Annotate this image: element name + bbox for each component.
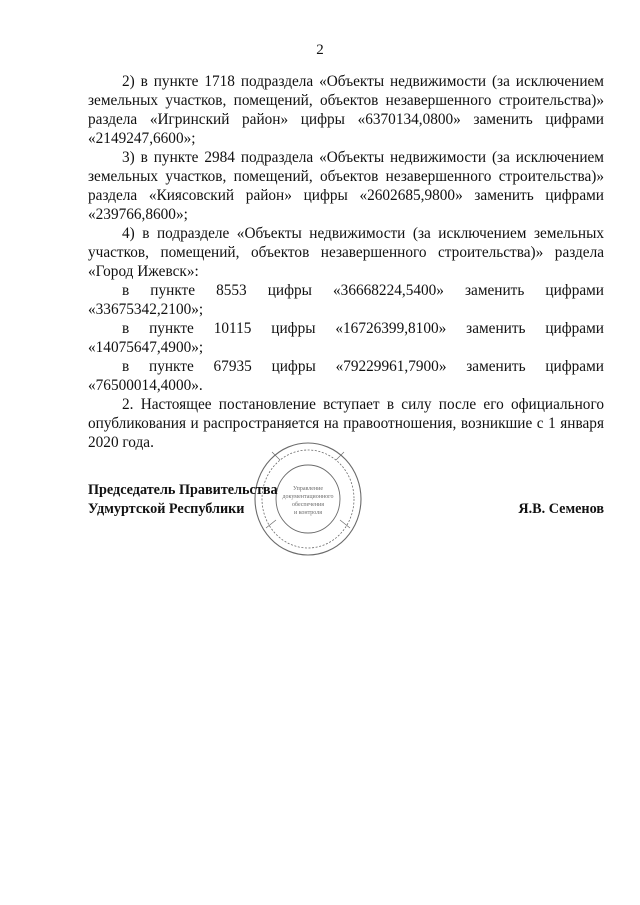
replacement-new-value: «76500014,4000». <box>88 377 203 394</box>
replacement-1 <box>88 281 604 319</box>
signature-block <box>88 481 604 519</box>
replacement-verb: заменить <box>466 358 526 375</box>
svg-text:документационного: документационного <box>282 494 334 500</box>
replacement-with: цифрами <box>545 358 604 375</box>
replacement-verb: заменить <box>466 320 526 337</box>
replacement-new-value: «33675342,2100»; <box>88 301 204 318</box>
replacement-word: пункте <box>150 282 196 299</box>
replacement-old-value: «16726399,8100» <box>335 320 447 337</box>
replacement-digits: цифры <box>271 358 316 375</box>
signatory-name: Я.В. Семенов <box>518 501 604 517</box>
replacement-prefix: в <box>122 282 130 299</box>
item-2: 2) в пункте 1718 подраздела «Объекты недвижимости (за исключением земельных участков, помещений, объектов незавершенного строительства)» раздела «Игринский район» цифры «6370134,0800» заменить цифрами «2149247,6600»; <box>88 73 604 147</box>
item-3: 3) в пункте 2984 подраздела «Объекты недвижимости (за исключением земельных участков, помещений, объектов незавершенного строительства)» раздела «Киясовский район» цифры «2602685,9800» заменить цифрами «239766,8600»; <box>88 149 604 223</box>
replacement-prefix: в <box>122 358 130 375</box>
item-4: 4) в подразделе «Объекты недвижимости (за исключением земельных участков, помещений, объектов незавершенного строительства)» раздела «Город Ижевск»: <box>88 225 604 280</box>
svg-text:и контроля: и контроля <box>294 510 322 516</box>
page-number: 2 <box>316 42 324 58</box>
replacement-2 <box>88 319 604 357</box>
replacement-old-value: «36668224,5400» <box>333 282 444 299</box>
replacement-old-value: «79229961,7900» <box>335 358 447 375</box>
replacement-digits: цифры <box>267 282 312 299</box>
replacement-prefix: в <box>122 320 130 337</box>
svg-text:обеспечения: обеспечения <box>291 502 325 508</box>
replacement-word: пункте <box>149 358 194 375</box>
svg-text:Управление: Управление <box>292 486 324 492</box>
replacement-with: цифрами <box>545 320 604 337</box>
replacement-digits: цифры <box>271 320 316 337</box>
replacement-new-value: «14075647,4900»; <box>88 339 204 356</box>
replacement-with: цифрами <box>545 282 604 299</box>
replacement-number: 10115 <box>213 320 252 337</box>
replacement-number: 67935 <box>213 358 252 375</box>
document-body <box>88 72 604 452</box>
signatory-title-line-2: Удмуртской Республики <box>88 501 245 517</box>
replacement-word: пункте <box>149 320 194 337</box>
replacement-verb: заменить <box>465 282 525 299</box>
signatory-title-line-1: Председатель Правительства <box>88 482 278 498</box>
final-paragraph: 2. Настоящее постановление вступает в силу после его официального опубликования и распространяется на правоотношения, возникшие с 1 января 2020 года. <box>88 396 604 451</box>
replacement-number: 8553 <box>216 282 247 299</box>
replacement-3 <box>88 357 604 395</box>
